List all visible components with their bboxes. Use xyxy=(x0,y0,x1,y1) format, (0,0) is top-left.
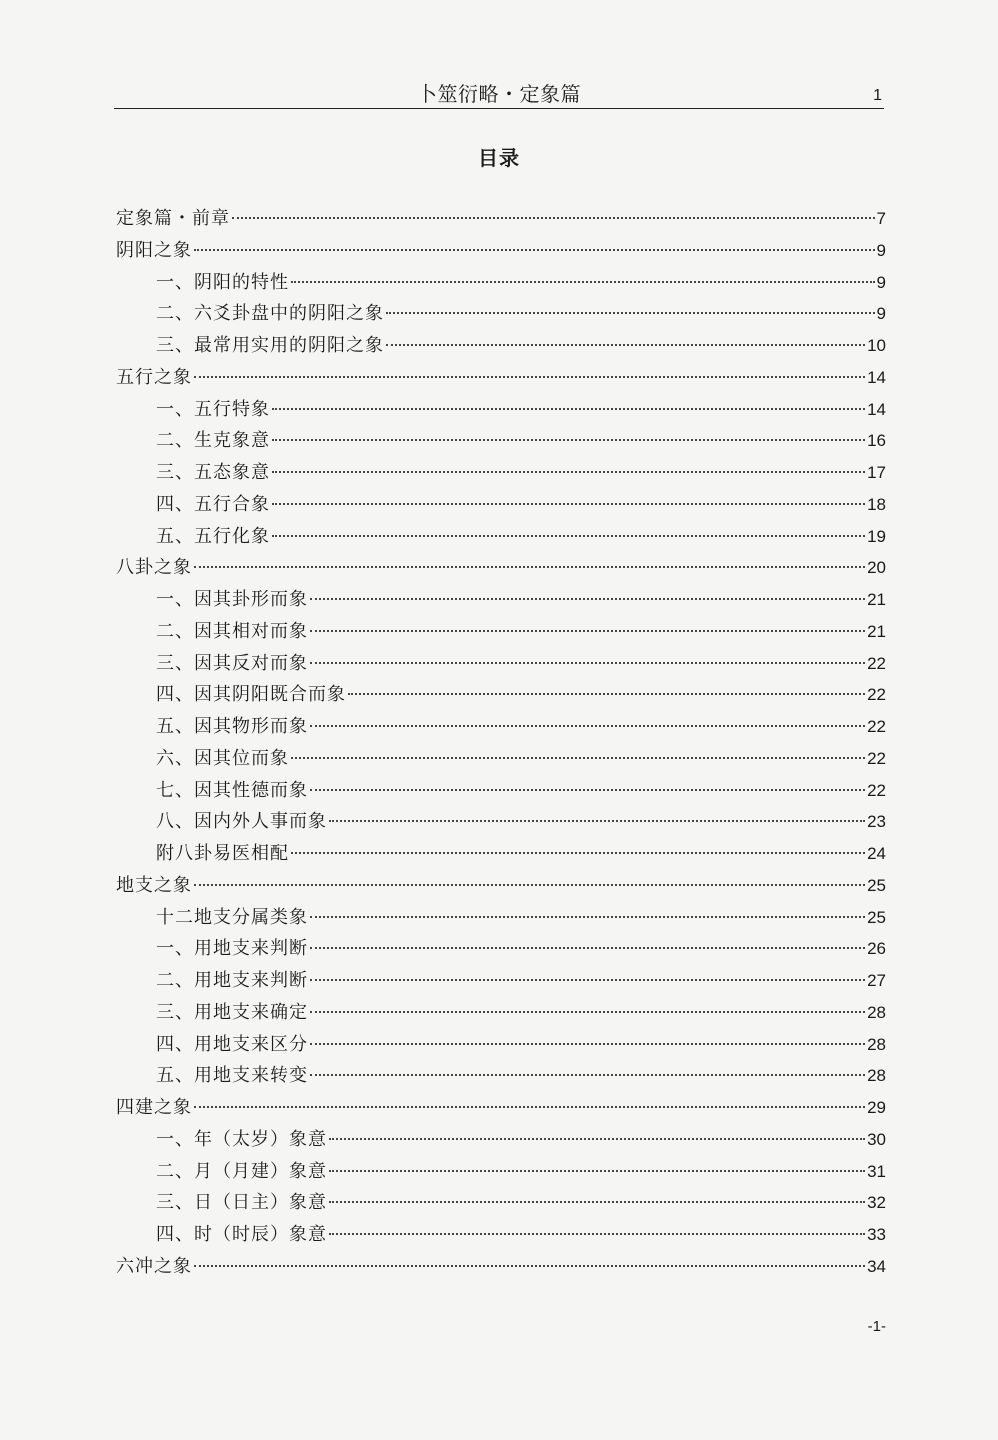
toc-entry-page: 7 xyxy=(876,209,886,228)
table-of-contents xyxy=(116,203,886,1283)
toc-entry-page: 18 xyxy=(867,494,886,514)
toc-entry-page: 33 xyxy=(867,1225,886,1244)
toc-entry-label: 四、因其阴阳既合而象 xyxy=(156,684,346,706)
toc-entry[interactable] xyxy=(116,743,886,775)
toc-entry[interactable] xyxy=(116,616,886,648)
toc-entry-page: 16 xyxy=(867,431,886,451)
toc-entry-page: 9 xyxy=(876,304,886,324)
toc-dot-leader xyxy=(194,884,865,886)
header-title: 卜筮衍略・定象篇 xyxy=(417,82,581,106)
toc-dot-leader xyxy=(194,1106,865,1108)
toc-entry[interactable] xyxy=(116,806,886,838)
toc-dot-leader xyxy=(272,471,865,473)
toc-dot-leader xyxy=(310,1043,865,1045)
toc-entry-label: 四、用地支来区分 xyxy=(156,1033,308,1055)
toc-entry[interactable] xyxy=(116,1092,886,1124)
toc-entry-label: 四建之象 xyxy=(116,1097,192,1118)
toc-entry[interactable] xyxy=(116,1219,886,1251)
toc-entry-label: 一、阴阳的特性 xyxy=(156,271,289,293)
toc-dot-leader xyxy=(291,281,875,283)
toc-entry-label: 一、五行特象 xyxy=(156,398,270,420)
toc-entry-label: 二、因其相对而象 xyxy=(156,620,308,642)
toc-entry-label: 二、生克象意 xyxy=(156,430,270,452)
toc-dot-leader xyxy=(386,344,865,346)
toc-entry[interactable] xyxy=(116,235,886,267)
toc-entry-label: 十二地支分属类象 xyxy=(156,906,308,928)
toc-entry-label: 二、月（月建）象意 xyxy=(156,1160,327,1182)
toc-entry-page: 30 xyxy=(867,1129,886,1149)
toc-dot-leader xyxy=(386,312,875,314)
toc-entry-page: 19 xyxy=(867,526,886,546)
toc-entry[interactable] xyxy=(116,298,886,330)
toc-entry[interactable] xyxy=(116,838,886,870)
toc-entry-page: 32 xyxy=(867,1193,886,1213)
toc-dot-leader xyxy=(272,535,865,537)
toc-entry[interactable] xyxy=(116,648,886,680)
toc-entry[interactable] xyxy=(116,521,886,553)
toc-entry-page: 25 xyxy=(867,907,886,927)
toc-entry-label: 二、用地支来判断 xyxy=(156,970,308,991)
toc-entry-label: 四、时（时辰）象意 xyxy=(156,1224,327,1245)
toc-entry[interactable] xyxy=(116,1187,886,1219)
toc-entry-label: 一、年（太岁）象意 xyxy=(156,1128,327,1150)
toc-dot-leader xyxy=(310,979,865,981)
toc-entry[interactable] xyxy=(116,1124,886,1156)
toc-dot-leader xyxy=(310,662,865,664)
toc-dot-leader xyxy=(329,1170,865,1172)
toc-entry-page: 29 xyxy=(867,1098,886,1117)
toc-entry[interactable] xyxy=(116,965,886,997)
toc-title: 目录 xyxy=(478,146,520,170)
page-header xyxy=(114,80,884,109)
toc-entry-page: 28 xyxy=(867,1002,886,1022)
toc-dot-leader xyxy=(310,725,865,727)
toc-entry-label: 六冲之象 xyxy=(116,1255,192,1277)
toc-dot-leader xyxy=(232,217,875,219)
toc-entry[interactable] xyxy=(116,1251,886,1283)
toc-entry-page: 34 xyxy=(867,1256,886,1276)
toc-entry[interactable] xyxy=(116,997,886,1029)
toc-entry-label: 一、因其卦形而象 xyxy=(156,589,308,610)
toc-dot-leader xyxy=(329,1201,865,1203)
toc-entry[interactable] xyxy=(116,330,886,362)
toc-entry-label: 三、最常用实用的阴阳之象 xyxy=(156,335,384,356)
toc-entry-page: 31 xyxy=(867,1161,886,1181)
toc-dot-leader xyxy=(329,820,865,822)
toc-entry[interactable] xyxy=(116,1060,886,1092)
toc-entry-page: 22 xyxy=(867,653,886,673)
toc-entry-label: 附八卦易医相配 xyxy=(156,843,289,864)
toc-entry-page: 22 xyxy=(867,748,886,768)
toc-dot-leader xyxy=(194,1265,865,1267)
toc-entry-label: 八卦之象 xyxy=(116,557,192,579)
toc-entry-page: 22 xyxy=(867,685,886,705)
toc-entry[interactable] xyxy=(116,1156,886,1188)
toc-entry[interactable] xyxy=(116,457,886,489)
toc-entry-label: 二、六爻卦盘中的阴阳之象 xyxy=(156,303,384,325)
toc-entry-page: 26 xyxy=(867,939,886,959)
toc-entry[interactable] xyxy=(116,584,886,616)
toc-dot-leader xyxy=(272,408,865,410)
toc-entry-label: 四、五行合象 xyxy=(156,493,270,515)
toc-entry-page: 27 xyxy=(867,971,886,990)
toc-entry-page: 25 xyxy=(867,875,886,895)
toc-entry-page: 14 xyxy=(867,367,886,387)
toc-entry[interactable] xyxy=(116,775,886,807)
toc-entry-label: 六、因其位而象 xyxy=(156,747,289,769)
toc-entry-label: 三、因其反对而象 xyxy=(156,652,308,674)
toc-dot-leader xyxy=(272,439,865,441)
toc-dot-leader xyxy=(310,1074,865,1076)
toc-entry-page: 21 xyxy=(867,621,886,641)
toc-entry[interactable] xyxy=(116,489,886,521)
toc-dot-leader xyxy=(329,1233,865,1235)
toc-entry[interactable] xyxy=(116,711,886,743)
toc-entry-page: 17 xyxy=(867,463,886,482)
toc-entry-page: 10 xyxy=(867,336,886,355)
toc-entry-page: 14 xyxy=(867,399,886,419)
toc-entry-page: 20 xyxy=(867,558,886,578)
toc-entry[interactable] xyxy=(116,552,886,584)
toc-entry-label: 阴阳之象 xyxy=(116,239,192,261)
toc-entry[interactable] xyxy=(116,679,886,711)
toc-dot-leader xyxy=(194,376,865,378)
toc-entry[interactable] xyxy=(116,1029,886,1061)
toc-entry-label: 三、用地支来确定 xyxy=(156,1001,308,1023)
toc-dot-leader xyxy=(194,249,875,251)
toc-entry-label: 五行之象 xyxy=(116,366,192,388)
toc-dot-leader xyxy=(310,630,865,632)
toc-entry-label: 五、五行化象 xyxy=(156,525,270,547)
toc-entry-label: 五、用地支来转变 xyxy=(156,1065,308,1087)
toc-entry-label: 定象篇・前章 xyxy=(116,208,230,229)
footer-page-label: -1- xyxy=(867,1318,886,1335)
toc-entry-page: 28 xyxy=(867,1034,886,1054)
toc-dot-leader xyxy=(310,947,865,949)
toc-entry-label: 一、用地支来判断 xyxy=(156,938,308,960)
toc-entry[interactable] xyxy=(116,394,886,426)
toc-entry-label: 七、因其性德而象 xyxy=(156,779,308,801)
toc-entry-page: 23 xyxy=(867,812,886,832)
toc-entry[interactable] xyxy=(116,425,886,457)
toc-entry-label: 五、因其物形而象 xyxy=(156,716,308,737)
toc-entry[interactable] xyxy=(116,203,886,235)
toc-dot-leader xyxy=(194,566,865,568)
toc-entry[interactable] xyxy=(116,870,886,902)
toc-dot-leader xyxy=(291,757,865,759)
toc-dot-leader xyxy=(348,693,865,695)
toc-entry-label: 三、日（日主）象意 xyxy=(156,1192,327,1214)
toc-dot-leader xyxy=(310,789,865,791)
toc-entry-page: 21 xyxy=(867,590,886,609)
toc-dot-leader xyxy=(291,852,865,854)
toc-dot-leader xyxy=(329,1138,865,1140)
toc-entry-label: 三、五态象意 xyxy=(156,462,270,483)
toc-entry-page: 24 xyxy=(867,844,886,863)
toc-entry[interactable] xyxy=(116,933,886,965)
toc-dot-leader xyxy=(310,598,865,600)
toc-entry[interactable] xyxy=(116,362,886,394)
toc-entry-page: 22 xyxy=(867,717,886,736)
toc-entry-page: 22 xyxy=(867,780,886,800)
toc-entry-page: 9 xyxy=(876,240,886,260)
toc-entry-label: 八、因内外人事而象 xyxy=(156,811,327,833)
toc-dot-leader xyxy=(310,1011,865,1013)
toc-dot-leader xyxy=(272,503,865,505)
toc-entry[interactable] xyxy=(116,267,886,299)
toc-entry-label: 地支之象 xyxy=(116,874,192,896)
header-page-number: 1 xyxy=(873,87,882,104)
toc-dot-leader xyxy=(310,916,865,918)
toc-entry-page: 9 xyxy=(876,272,886,292)
toc-entry[interactable] xyxy=(116,902,886,934)
toc-entry-page: 28 xyxy=(867,1066,886,1086)
